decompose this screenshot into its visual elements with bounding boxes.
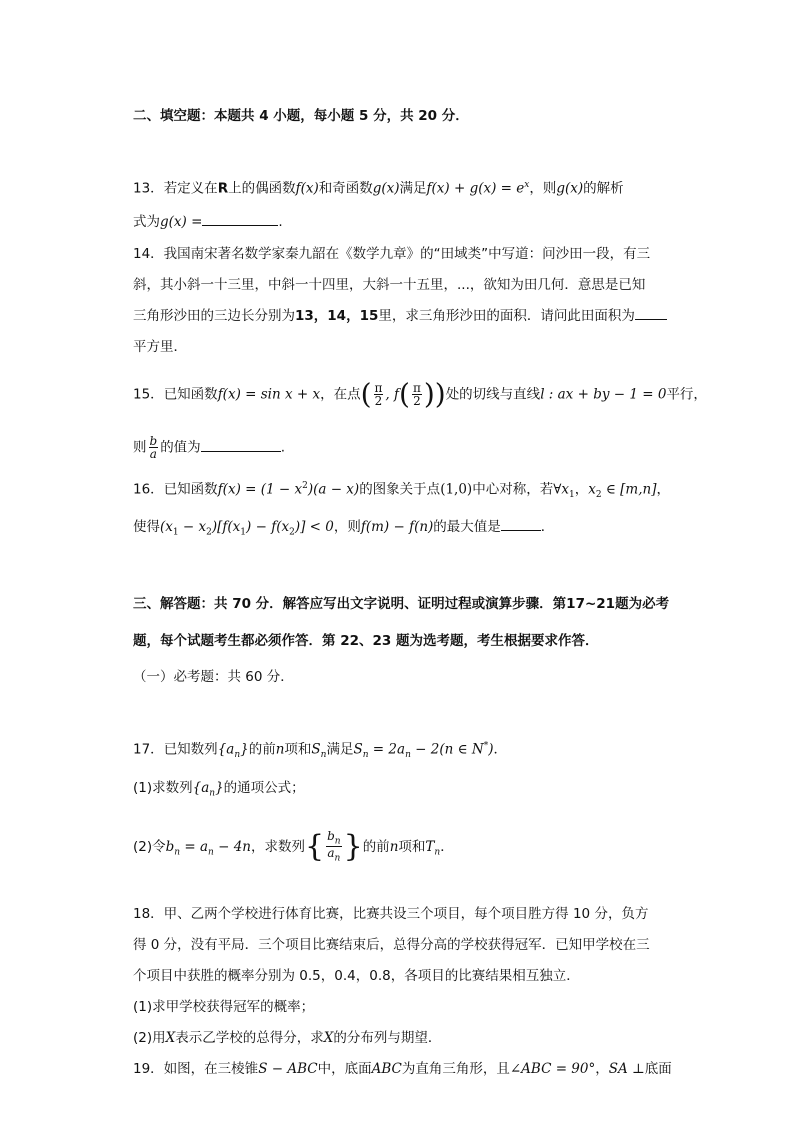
q14-line2: 斜，其小斜一十三里，中斜一十四里，大斜一十五里，...，欲知为田几何．意思是已知 [133, 277, 646, 293]
section-3-subheading: （一）必考题：共 60 分． [133, 669, 294, 685]
b-over-a-fraction: $\frac{b}{a}$ [149, 434, 158, 461]
q17-part1: (1)求数列$\{a_n\}$的通项公式； [133, 780, 305, 799]
q15-line1: 15．已知函数f(x) = sin x + x，在点( $\frac{\pi}{2}$ , f( $\frac{\pi}{2}$ ))处的切线与直线l : ax + by − 1 = 0平行， [133, 377, 707, 411]
pi-over-2-fraction: $\frac{\pi}{2}$ [374, 381, 383, 408]
q14-line3: 三角形沙田的三边长分别为13，14，15里，求三角形沙田的面积．请问此田面积为 [133, 306, 673, 326]
q18-line3: 个项目中获胜的概率分别为 0.5，0.4，0.8，各项目的比赛结果相互独立． [133, 968, 580, 984]
q18-part1: (1)求甲学校获得冠军的概率； [133, 999, 315, 1015]
bn-over-an-fraction: $\frac{b_n}{a_n}$ [327, 829, 341, 864]
section-3-heading-line2: 题，每个试题考生都必须作答．第 22、23 题为选考题，考生根据要求作答． [133, 633, 599, 649]
section-2-heading: 二、填空题：本题共 4 小题，每小题 5 分，共 20 分． [133, 108, 469, 124]
q18-part2: (2)用X表示乙学校的总得分，求X的分布列与期望． [133, 1030, 442, 1046]
q17-number: 17． [133, 741, 164, 758]
q16-number: 16． [133, 481, 164, 498]
q15-number: 15． [133, 386, 164, 403]
q16-line1: 16．已知函数$f(x) = (1 - x^2)(a - x)$的图象关于点(1,0)中心对称，若$\forall x_1$，$x_2$ ∈ [m,n]， [133, 481, 670, 501]
q14-line4: 平方里． [133, 339, 187, 355]
q13-answer-blank[interactable] [202, 213, 278, 226]
q13-line1: 13．若定义在R上的偶函数f(x)和奇函数g(x)满足$f(x) + g(x) = e^x$，则g(x)的解析 [133, 180, 624, 197]
q16-line2: 使得$(x_1 - x_2)[f(x_1) - f(x_2)] < 0$，则f(m) − f(n)的最大值是 ． [133, 519, 555, 538]
q13-line2: 式为g(x) = . [133, 214, 283, 230]
q18-line2: 得 0 分，没有平局．三个项目比赛结束后，总得分高的学校获得冠军．已知甲学校在三 [133, 937, 650, 953]
q19-line1: 19．如图，在三棱锥S − ABC中，底面ABC为直角三角形，且∠ABC = 90°，SA ⊥底面 [133, 1061, 672, 1077]
pi-over-2-fraction-arg: $\frac{\pi}{2}$ [412, 381, 421, 408]
q15-line2: 则 $\frac{b}{a}$ 的值为 . [133, 434, 285, 461]
q17-part2: (2)令$b_n = a_n - 4n$，求数列{ $\frac{b_n}{a_n}$ }的前n项和$T_n$． [133, 828, 454, 864]
q17-line1: 17．已知数列$\{a_n\}$的前n项和$S_n$满足$S_n = 2a_n - 2(n$ ∈ N*)． [133, 741, 507, 761]
section-3-heading-line1: 三、解答题：共 70 分．解答应写出文字说明、证明过程或演算步骤．第17~21题为必考 [133, 596, 670, 612]
q14-answer-blank[interactable] [635, 307, 667, 320]
q14-line1: 14．我国南宋著名数学家秦九韶在《数学九章》的“田域类”中写道：问沙田一段，有三 [133, 246, 651, 262]
q19-number: 19． [133, 1061, 164, 1077]
q13-number: 13． [133, 180, 164, 197]
q18-line1: 18．甲、乙两个学校进行体育比赛，比赛共设三个项目，每个项目胜方得 10 分，负方 [133, 906, 649, 922]
q16-answer-blank[interactable] [501, 518, 541, 531]
q15-answer-blank[interactable] [201, 439, 281, 452]
